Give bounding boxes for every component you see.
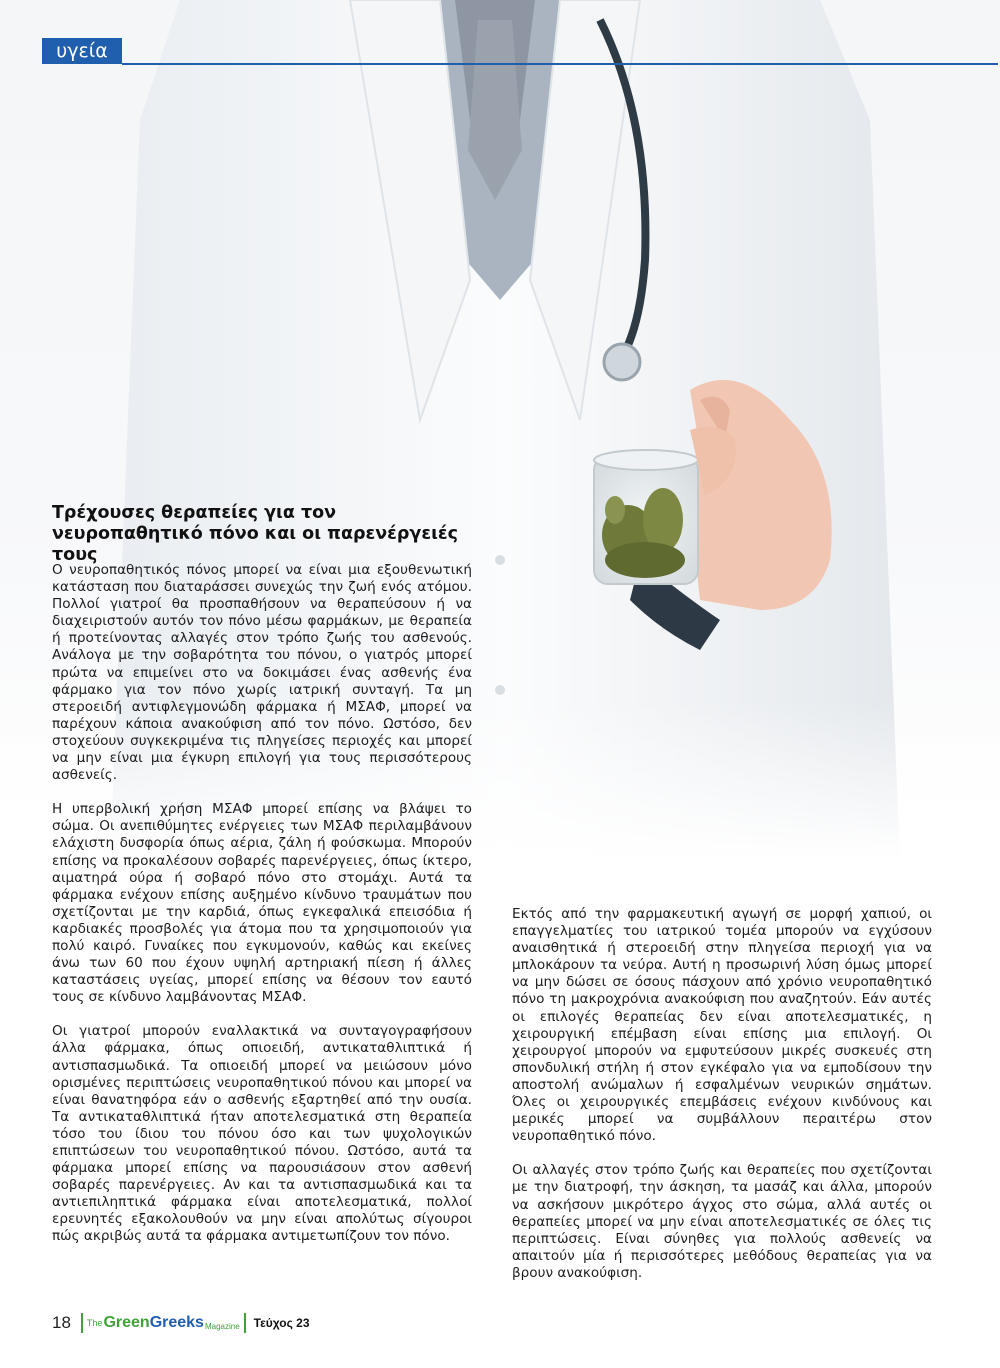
- brand-greeks: Greeks: [149, 1314, 204, 1331]
- right-column: [512, 906, 932, 1299]
- page-number: 18: [52, 1313, 71, 1332]
- article-title: Τρέχουσες θεραπείες για τον νευροπαθητικό πόνο και οι παρενέργειές τους: [52, 503, 459, 565]
- paragraph: Οι αλλαγές στον τρόπο ζωής και θεραπείες που σχετίζονται με την διατροφή, την άσκηση, τα μασάζ και άλλα, μπορούν να ασκήσουν μικρότερο άγχος στο σώμα, αλλά αυτές οι θεραπείες μπορεί να μην είναι αποτελεσματικές σε όλες τις περιπτώσεις. Είναι σύνηθες για πολλούς ασθενείς να απαιτούν μία ή περισσότερες μεθόδους θεραπείας για να βρουν ανακούφιση.: [512, 1162, 932, 1281]
- brand-suffix: Magazine: [204, 1322, 240, 1331]
- footer-divider: [81, 1313, 83, 1333]
- brand-prefix: The: [86, 1318, 103, 1328]
- page-footer: [52, 1312, 310, 1334]
- paragraph: Οι γιατροί μπορούν εναλλακτικά να συνταγογραφήσουν άλλα φάρμακα, όπως οπιοειδή, αντικαταθλιπτικά ή αντισπασμωδικά. Τα οπιοειδή μπορεί να μειώσουν μόνο ορισμένες περιπτώσεις νευροπαθητικού πόνου και μπορεί να είναι θανατηφόρα εάν ο ασθενής εξαρτηθεί από την ουσία. Τα αντικαταθλιπτικά ήταν αποτελεσματικά στη θεραπεία τόσο του ίδιου του πόνου όσο και των ψυχολογικών επιπτώσεων του νευροπαθητικού πόνου. Ωστόσο, αυτά τα φάρμακα μπορεί επίσης να παρουσιάσουν στον ασθενή σοβαρές παρενέργειες. Αν και τα αντισπασμωδικά και τα αντιεπιληπτικά φάρμακα είναι αποτελεσματικά, πολλοί ερευνητές εξακολουθούν να μην είναι απολύτως σίγουροι πώς ακριβώς αυτά τα φάρμακα αντιμετωπίζουν τον πόνο.: [52, 1023, 472, 1245]
- left-column: [52, 562, 472, 1263]
- section-divider: [122, 63, 998, 65]
- section-tag: υγεία: [42, 38, 122, 64]
- paragraph: Εκτός από την φαρμακευτική αγωγή σε μορφή χαπιού, οι επαγγελματίες του ιατρικού τομέα μπορούν να εγχύσουν αναισθητικά ή στεροειδή στην πληγείσα περιοχή για να μπλοκάρουν τα νεύρα. Αυτή η προσωρινή λύση όμως μπορεί να μην δώσει σε όσους πάσχουν από χρόνιο νευροπαθητικό πόνο τη μακροχρόνια ανακούφιση που αναζητούν. Εάν αυτές οι επιλογές θεραπείας δεν είναι αποτελεσματικές, η χειρουργική επέμβαση είναι επίσης μια επιλογή. Οι χειρουργοί μπορούν να εμφυτεύσουν μικρές συσκευές στη σπονδυλική στήλη ή στον εγκέφαλο για να εμποδίσουν την αποστολή ανώμαλων ή εσφαλμένων νευρικών σημάτων. Όλες οι χειρουργικές επεμβάσεις ενέχουν κινδύνους και μερικές μπορεί να συμβάλλουν περαιτέρω στον νευροπαθητικό πόνο.: [512, 906, 932, 1145]
- footer-divider: [244, 1313, 246, 1333]
- brand-green: Green: [103, 1314, 150, 1331]
- paragraph: Ο νευροπαθητικός πόνος μπορεί να είναι μια εξουθενωτική κατάσταση που διαταράσσει συνεχώς την ζωή ενός ατόμου. Πολλοί γιατροί θα προσπαθήσουν να θεραπεύσουν ή να διαχειριστούν αυτόν τον πόνο μέσω φαρμάκων, με θεραπεία ή προτείνοντας αλλαγές στον τρόπο ζωής του ασθενούς. Ανάλογα με την σοβαρότητα του πόνου, ο γιατρός μπορεί πρώτα να επιμείνει στο να δοκιμάσει ένας ασθενής ένα φάρμακο για τον πόνο χωρίς ιατρική συνταγή. Τα μη στεροειδή αντιφλεγμονώδη φάρμακα ή ΜΣΑΦ, μπορεί να παρέχουν κάποια ανακούφιση από τον πόνο. Ωστόσο, δεν στοχεύουν συγκεκριμένα τις πληγείσες περιοχές και μπορεί να μην είναι μια έγκυρη επιλογή για τους περισσότερους ασθενείς.: [52, 562, 472, 784]
- issue-number: Τεύχος 23: [253, 1316, 310, 1330]
- paragraph: Η υπερβολική χρήση ΜΣΑΦ μπορεί επίσης να βλάψει το σώμα. Οι ανεπιθύμητες ενέργειες των ΜΣΑΦ περιλαμβάνουν ελάχιστη δυσφορία όπως αέρια, ζάλη ή φούσκωμα. Μπορούν επίσης να προκαλέσουν σοβαρές παρενέργειες, όπως ίκτερο, αιματηρά ούρα ή σοβαρό πόνο στο στομάχι. Αυτά τα φάρμακα ενέχουν επίσης αυξημένο κίνδυνο τραυμάτων που σχετίζονται με την καρδιά, όπως εγκεφαλικά επεισόδια ή καρδιακές προσβολές για άτομα που τα χρησιμοποιούν για πολύ καιρό. Γυναίκες που εγκυμονούν, καθώς και εκείνες άνω των 60 που έχουν υψηλή αρτηριακή πίεση ή άλλες καταστάσεις υγείας, μπορεί επίσης να θέσουν τον εαυτό τους σε κίνδυνο λαμβάνοντας ΜΣΑΦ.: [52, 801, 472, 1006]
